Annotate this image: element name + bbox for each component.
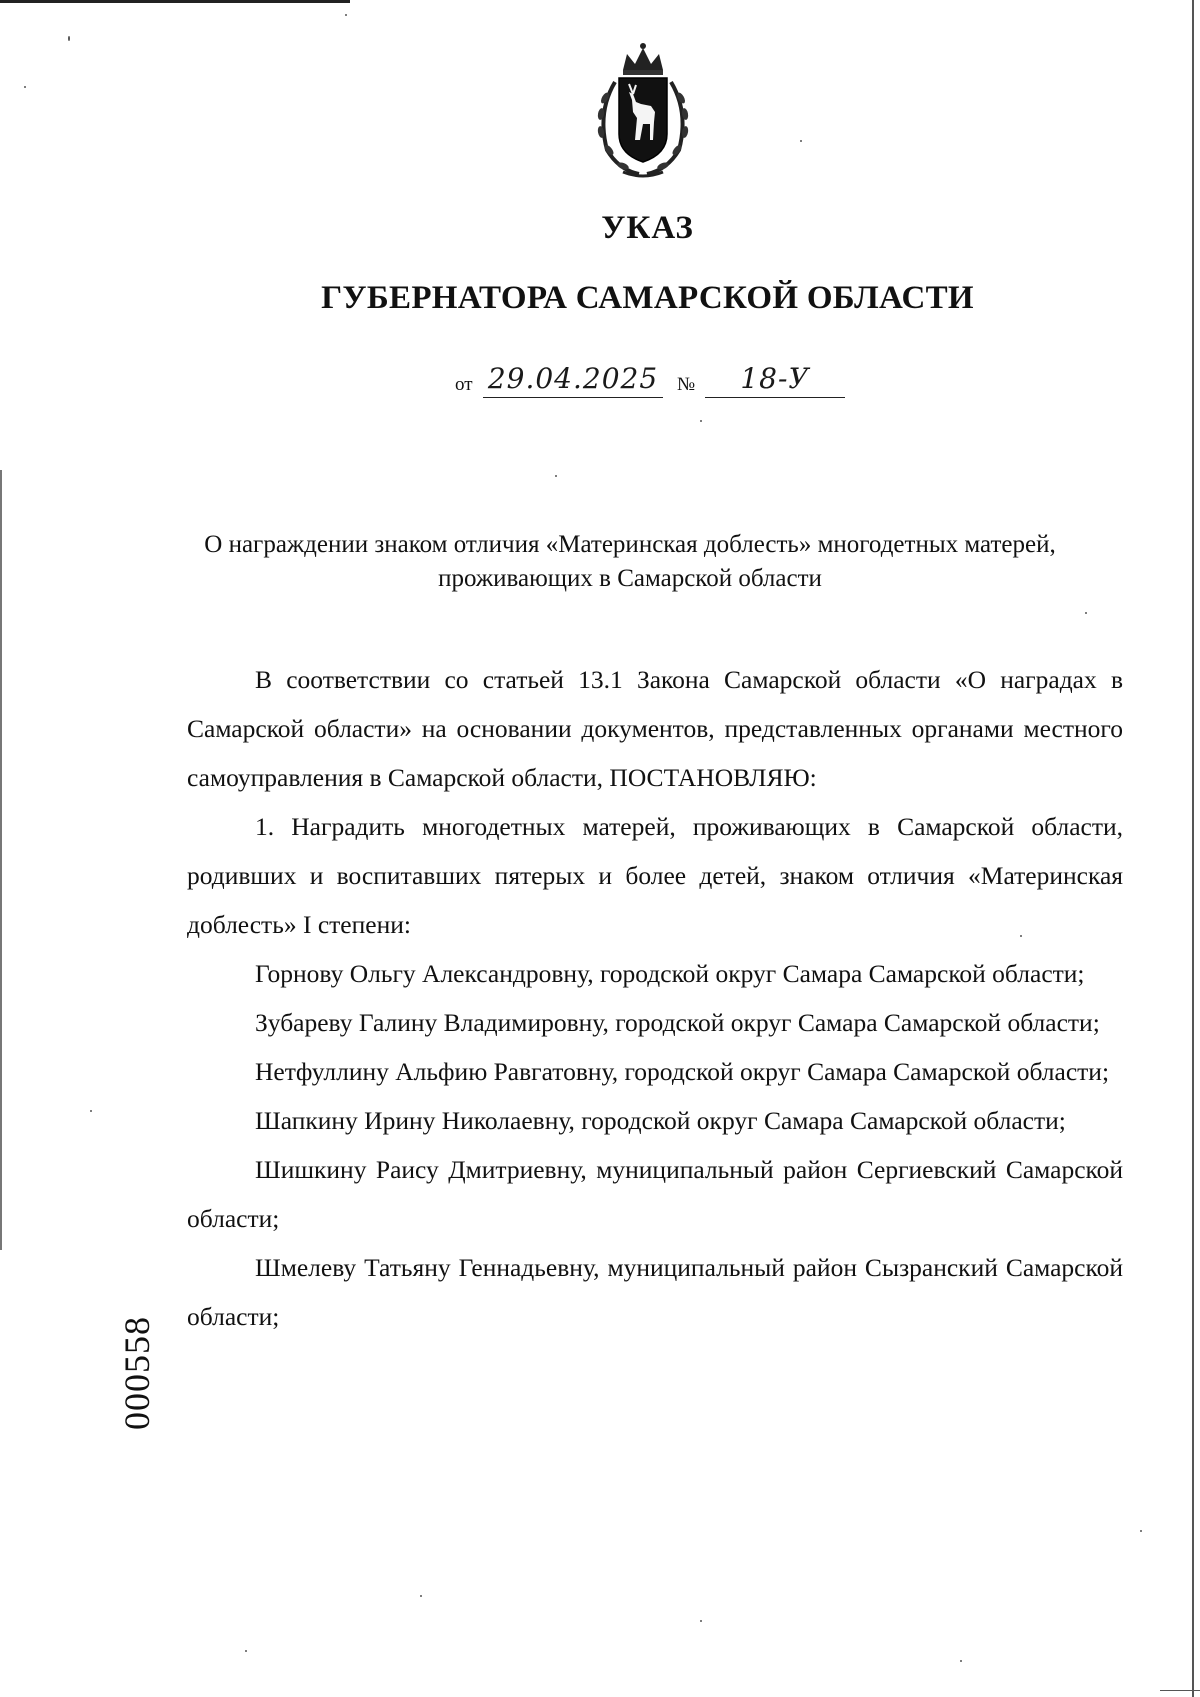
handwritten-date: 29.04.2025 <box>483 361 663 398</box>
scan-edge <box>1192 0 1194 1697</box>
scan-speck <box>700 420 702 422</box>
recipient-item: Шапкину Ирину Николаевну, городской округ Самара Самарской области; <box>255 1106 1066 1135</box>
scan-speck <box>1085 612 1087 614</box>
recipient-item: Горнову Ольгу Александровну, городской округ Самара Самарской области; <box>255 959 1085 988</box>
scan-speck <box>1160 1690 1200 1691</box>
sheet-serial-number: 000558 <box>117 1316 157 1430</box>
coat-of-arms-icon <box>583 42 703 182</box>
scan-speck <box>345 14 347 16</box>
document-body <box>187 655 1123 1341</box>
scan-speck <box>800 140 802 142</box>
scan-edge <box>0 470 2 1250</box>
document-subject: О награждении знаком отличия «Материнская доблесть» многодетных матерей, проживающих в Самарской области <box>204 531 1056 592</box>
document-issuer: ГУБЕРНАТОРА САМАРСКОЙ ОБЛАСТИ <box>321 280 974 316</box>
scan-speck <box>1140 1530 1142 1532</box>
scan-speck <box>555 475 557 477</box>
recipient-item: Зубареву Галину Владимировну, городской округ Самара Самарской области; <box>255 1008 1100 1037</box>
scan-speck <box>245 1650 247 1652</box>
scan-speck <box>960 1660 962 1662</box>
scan-speck <box>68 36 70 41</box>
scan-speck <box>1020 935 1022 937</box>
scan-speck <box>420 1595 422 1597</box>
recipient-item: Шмелеву Татьяну Геннадьевну, муниципальный район Сызранский Самарской области; <box>187 1253 1123 1331</box>
date-number-line <box>455 360 865 400</box>
scan-speck <box>24 86 26 88</box>
scan-speck <box>90 1110 92 1112</box>
date-prefix: от <box>455 374 473 395</box>
scan-edge <box>0 0 350 3</box>
number-prefix: № <box>677 374 696 395</box>
recipient-item: Шишкину Раису Дмитриевну, муниципальный район Сергиевский Самарской области; <box>187 1155 1123 1233</box>
recipient-item: Нетфуллину Альфию Равгатовну, городской округ Самара Самарской области; <box>255 1057 1110 1086</box>
document-title: УКАЗ <box>601 210 694 246</box>
handwritten-number: 18-У <box>705 361 845 398</box>
preamble-paragraph: В соответствии со статьей 13.1 Закона Самарской области «О наградах в Самарской области» на основании документов, представленных органами местного самоуправления в Самарской области, ПОСТАНОВЛЯЮ: <box>187 665 1123 792</box>
clause-paragraph: 1. Наградить многодетных матерей, проживающих в Самарской области, родивших и воспитавших пятерых и более детей, знаком отличия «Материнская доблесть» I степени: <box>187 812 1123 939</box>
scan-speck <box>700 1620 702 1622</box>
